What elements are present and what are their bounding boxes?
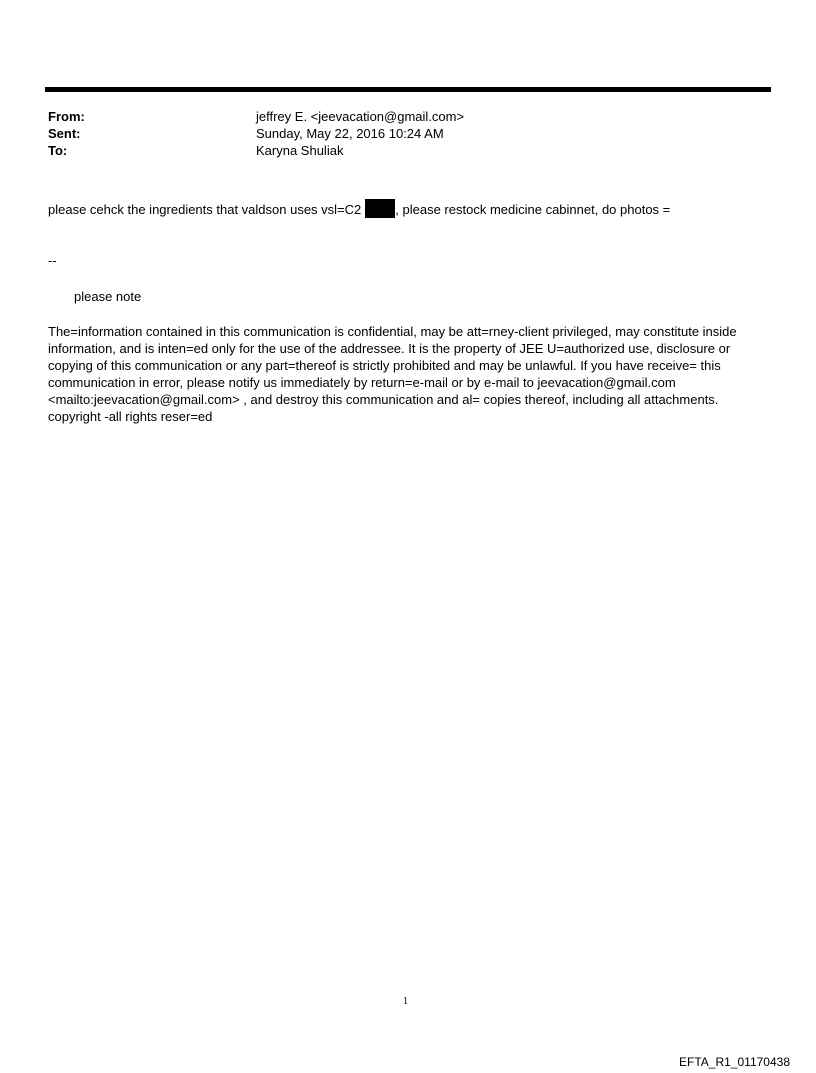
from-label: From: <box>48 109 85 124</box>
sent-row <box>48 125 748 142</box>
page-number: 1 <box>403 996 408 1007</box>
to-label: To: <box>48 143 68 158</box>
confidentiality-disclaimer: The=information contained in this communication is confidential, may be att=rney-client privileged, may constitute inside information, and is inten=ed only for the use of the addressee. It is the property of JEE U=authorized use, disclosure or copying of this communication or any part=thereof is strictly prohibited and may be unlawful. If you have receive= this communication in error, please notify us immediately by return=e-mail or by e-mail to jeevacation@gmail.com <mailto:jeevacation@gmail.com> , and destroy this communication and al= copies thereof, including all attachments. copyright -all rights reser=ed <box>48 324 737 424</box>
email-header <box>48 108 748 159</box>
body-text-end: , please restock medicine cabinnet, do photos = <box>395 202 671 217</box>
bates-number: EFTA_R1_01170438 <box>679 1055 790 1069</box>
header-rule <box>45 87 771 92</box>
signature-separator: -- <box>48 253 57 268</box>
to-value: Karyna Shuliak <box>256 143 344 158</box>
sent-label: Sent: <box>48 126 81 141</box>
from-row <box>48 108 748 125</box>
email-body <box>48 199 768 218</box>
redaction-box <box>365 199 395 218</box>
signature-note: please note <box>74 289 142 304</box>
body-text-start: please cehck the ingredients that valdson uses vsl=C2 <box>48 202 362 217</box>
to-row <box>48 142 748 159</box>
sent-value: Sunday, May 22, 2016 10:24 AM <box>256 126 444 141</box>
from-value: jeffrey E. <jeevacation@gmail.com> <box>256 109 465 124</box>
